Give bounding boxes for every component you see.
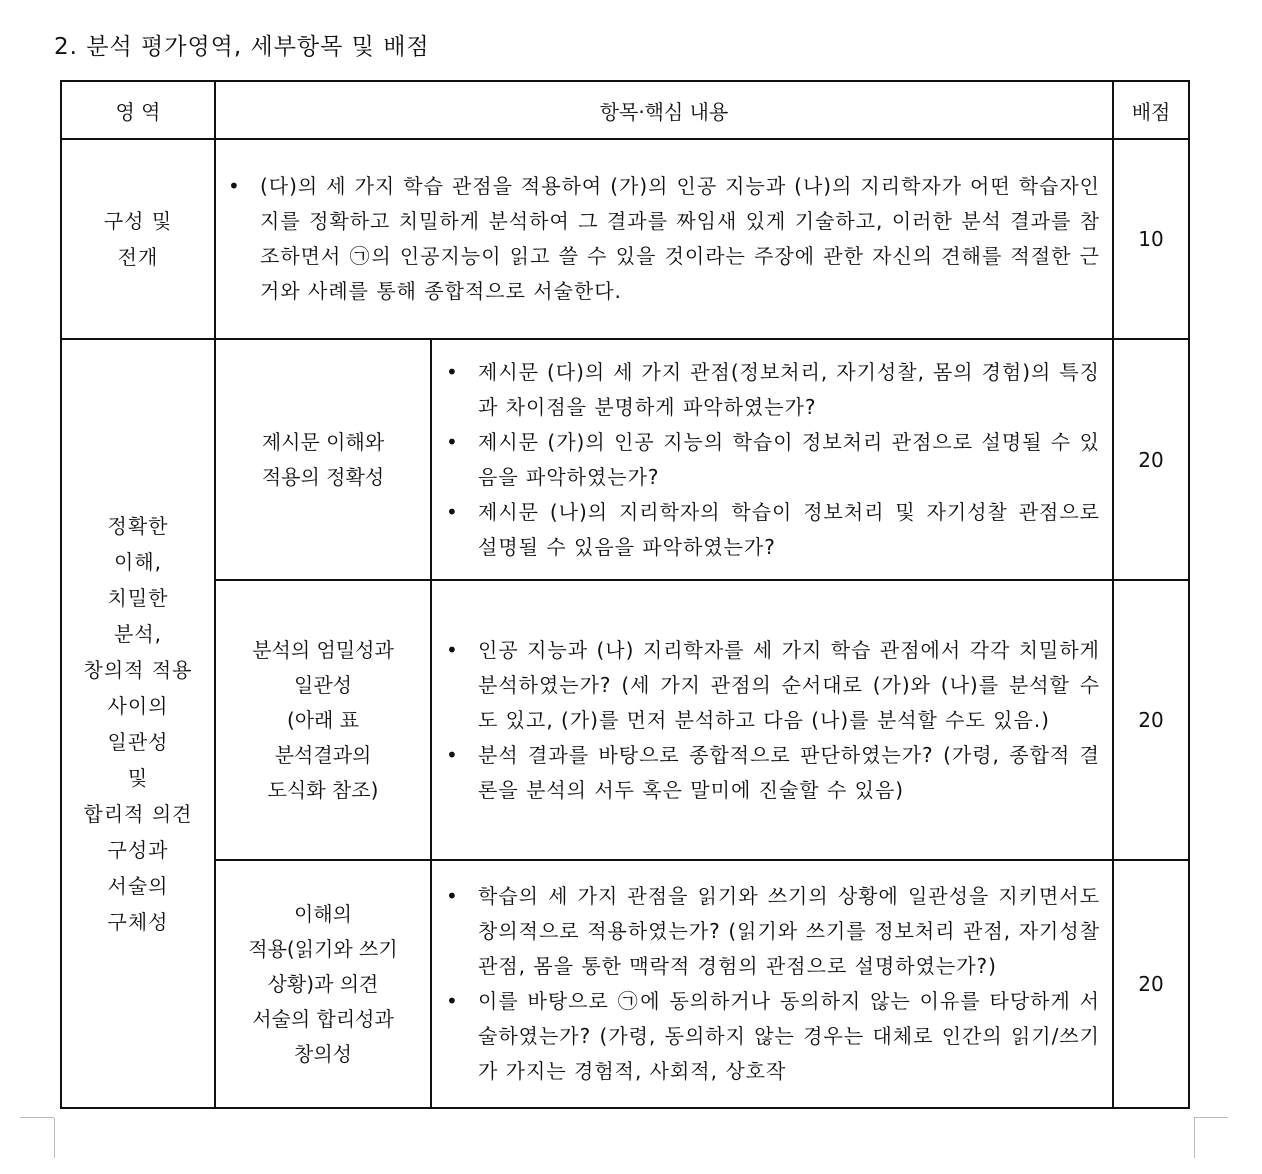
section-heading: 2. 분석 평가영역, 세부항목 및 배점: [54, 34, 430, 60]
header-content: 항목·핵심 내용: [215, 81, 1113, 139]
item-list: [216, 163, 1112, 315]
header-area: 영 역: [61, 81, 215, 139]
area-line: 전개: [117, 245, 159, 269]
list-item: • 인공 지능과 (나) 지리학자를 세 가지 학습 관점에서 각각 치밀하게 분석하였는가? (세 가지 관점의 순서대로 (가)와 (나)를 분석할 수도 있고, (가)를 먼저 분석하고 다음 (나)를 분석할 수도 있음.): [446, 633, 1100, 738]
area-line: 이해,: [114, 549, 162, 574]
item-list: [432, 879, 1112, 1089]
area-line: 구성과: [107, 837, 169, 862]
table-header-row: [61, 81, 1189, 139]
area-line: 합리적 의견: [83, 801, 193, 826]
criterion-line: 일관성: [294, 672, 352, 697]
criterion-line: 분석결과의: [274, 742, 372, 767]
rubric-table: [60, 80, 1190, 1109]
criterion-line: 이해의: [294, 901, 352, 926]
header-score: 배점: [1113, 81, 1189, 139]
item-list: [432, 349, 1112, 571]
area-line: 사이의: [107, 693, 169, 718]
list-item: • (다)의 세 가지 학습 관점을 적용하여 (가)의 인공 지능과 (나)의 지리학자가 어떤 학습자인지를 정확하고 치밀하게 분석하여 그 결과를 짜임새 있게 기술하고, 이러한 분석 결과를 참조하면서 ㉠의 인공지능이 읽고 쓸 수 있을 것이라는 주장에 관한 자신의 견해를 적절한 근거와 사례를 통해 종합적으로 서술한다.: [228, 169, 1100, 309]
item-list: [432, 627, 1112, 814]
table-row: [61, 339, 1189, 580]
criterion-line: 제시문 이해와: [261, 429, 385, 454]
criterion-line: 상황)과 의견: [267, 971, 379, 996]
list-item: • 제시문 (가)의 인공 지능의 학습이 정보처리 관점으로 설명될 수 있음을 파악하였는가?: [446, 425, 1100, 495]
content-cell: [215, 139, 1113, 339]
list-item: • 학습의 세 가지 관점을 읽기와 쓰기의 상황에 일관성을 지키면서도 창의적으로 적용하였는가? (읽기와 쓰기를 정보처리 관점, 자기성찰 관점, 몸을 통한 맥락적 경험의 관점으로 설명하였는가?): [446, 879, 1100, 984]
area-line: 창의적 적용: [83, 657, 193, 682]
score-cell: 10: [1113, 139, 1189, 339]
criterion-cell: [215, 860, 431, 1108]
content-cell: [431, 580, 1113, 860]
page-corner-mark-right: [1194, 1117, 1228, 1158]
criterion-line: 도식화 참조): [267, 777, 379, 802]
criterion-line: 적용의 정확성: [261, 464, 385, 489]
criterion-line: (아래 표: [286, 707, 360, 732]
area-composition: [61, 139, 215, 339]
area-line: 분석,: [114, 621, 162, 646]
area-line: 및: [127, 765, 149, 790]
area-line: 일관성: [107, 729, 169, 754]
criterion-cell: [215, 580, 431, 860]
area-line: 정확한: [107, 513, 169, 538]
area-line: 구성 및: [103, 209, 173, 233]
table-row: [61, 860, 1189, 1108]
page-corner-mark-left: [20, 1117, 54, 1158]
table-row: [61, 580, 1189, 860]
list-item: • 분석 결과를 바탕으로 종합적으로 판단하였는가? (가령, 종합적 결론을 분석의 서두 혹은 말미에 진술할 수 있음): [446, 738, 1100, 808]
criterion-line: 분석의 엄밀성과: [252, 637, 394, 662]
table-row: [61, 139, 1189, 339]
score-cell: 20: [1113, 860, 1189, 1108]
criterion-cell: [215, 339, 431, 580]
criterion-line: 창의성: [294, 1041, 352, 1066]
score-cell: 20: [1113, 339, 1189, 580]
list-item: • 이를 바탕으로 ㉠에 동의하거나 동의하지 않는 이유를 타당하게 서술하였는가? (가령, 동의하지 않는 경우는 대체로 인간의 읽기/쓰기가 가지는 경험적, 사회적, 상호작: [446, 984, 1100, 1089]
area-line: 서술의: [107, 873, 169, 898]
content-cell: [431, 860, 1113, 1108]
list-item: • 제시문 (나)의 지리학자의 학습이 정보처리 및 자기성찰 관점으로 설명될 수 있음을 파악하였는가?: [446, 495, 1100, 565]
list-item: • 제시문 (다)의 세 가지 관점(정보처리, 자기성찰, 몸의 경험)의 특징과 차이점을 분명하게 파악하였는가?: [446, 355, 1100, 425]
area-analysis: [61, 339, 215, 1108]
score-cell: 20: [1113, 580, 1189, 860]
area-line: 치밀한: [107, 585, 169, 610]
content-cell: [431, 339, 1113, 580]
area-line: 구체성: [107, 909, 169, 934]
criterion-line: 적용(읽기와 쓰기: [248, 936, 398, 961]
criterion-line: 서술의 합리성과: [252, 1006, 394, 1031]
